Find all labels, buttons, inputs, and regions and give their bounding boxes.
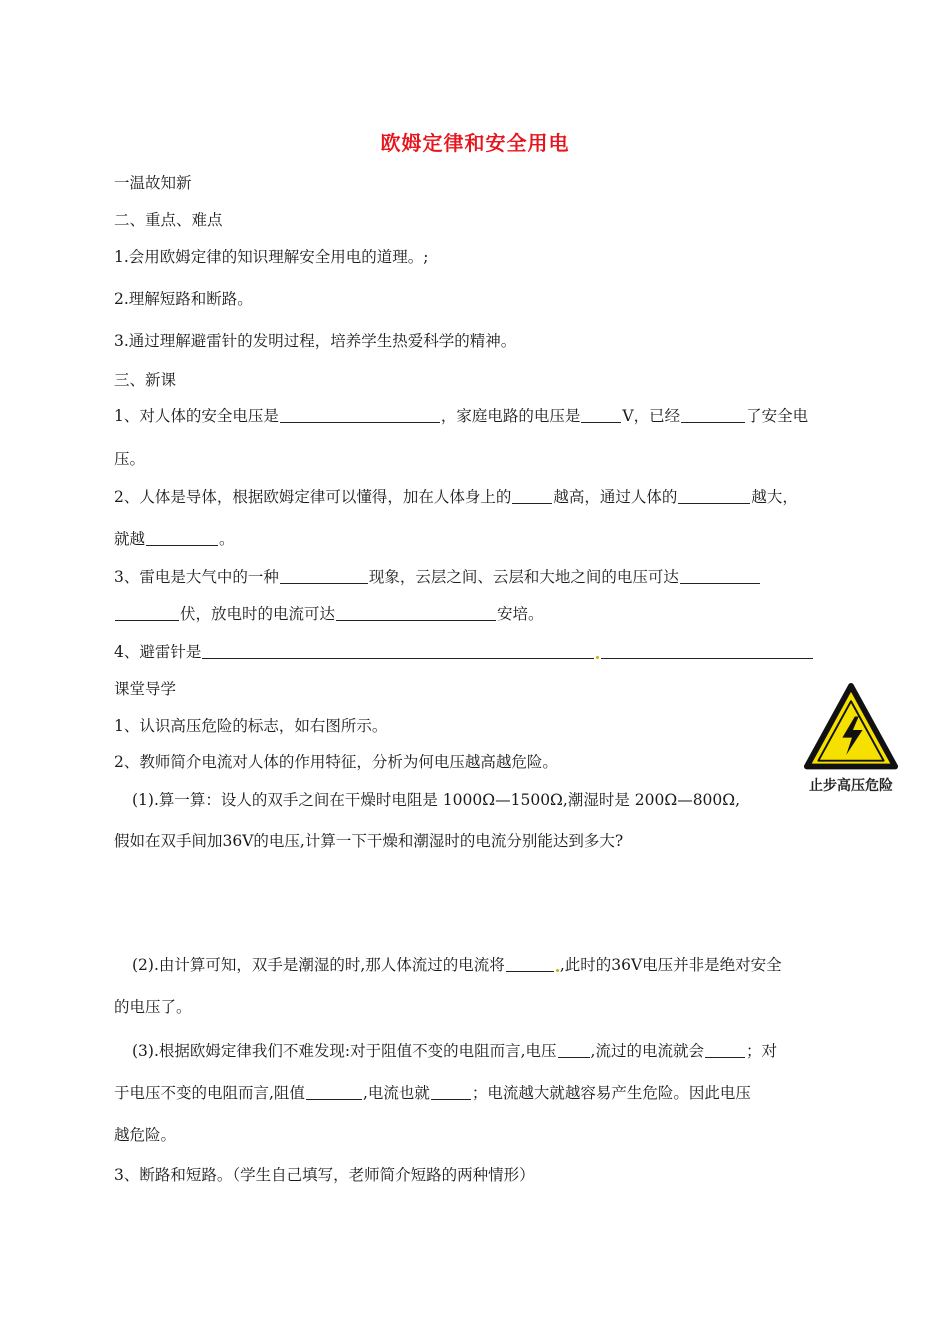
question-2-cont: 就越 。 xyxy=(114,530,235,548)
blank[interactable] xyxy=(306,1083,362,1100)
problem-2-cont: 的电压了。 xyxy=(114,998,192,1016)
section-new-lesson: 三、新课 xyxy=(114,371,177,389)
key-point-1: 1.会用欧姆定律的知识理解安全用电的道理。; xyxy=(114,248,429,266)
question-1: 1、对人体的安全电压是 ，家庭电路的电压是 V，已经 了安全电 xyxy=(114,407,809,425)
problem-2: (2).由计算可知，双手是潮湿的时,那人体流过的电流将 ,此时的36V电压并非是绝对安全 xyxy=(132,956,782,974)
dot-mark xyxy=(556,969,559,972)
blank[interactable] xyxy=(705,1041,745,1058)
blank[interactable] xyxy=(558,1041,590,1058)
blank[interactable] xyxy=(678,487,750,504)
question-3: 3、雷电是大气中的一种 现象，云层之间、云层和大地之间的电压可达 xyxy=(114,566,761,588)
question-4: 4、避雷针是 xyxy=(114,641,814,663)
section-key-points: 二、重点、难点 xyxy=(114,211,223,229)
page-title: 欧姆定律和安全用电 xyxy=(380,131,570,155)
problem-3-cont: 于电压不变的电阻而言,阻值 ,电流也就 ；电流越大就越容易产生危险。因此电压 xyxy=(114,1084,751,1102)
sign-caption: 止步高压危险 xyxy=(809,778,893,794)
blank[interactable] xyxy=(581,406,621,423)
guide-item-1: 1、认识高压危险的标志，如右图所示。 xyxy=(114,717,388,735)
section-review: 一温故知新 xyxy=(114,174,192,192)
problem-1: (1).算一算：设人的双手之间在干燥时电阻是 1000Ω—1500Ω,潮湿时是 200Ω—800Ω, xyxy=(132,791,741,809)
guide-item-3: 3、断路和短路。（学生自己填写，老师简介短路的两种情形） xyxy=(114,1166,535,1184)
key-point-3: 3.通过理解避雷针的发明过程，培养学生热爱科学的精神。 xyxy=(114,332,517,350)
blank[interactable] xyxy=(512,487,552,504)
blank[interactable] xyxy=(601,642,813,659)
blank[interactable] xyxy=(280,406,440,423)
high-voltage-warning-icon xyxy=(803,682,899,774)
problem-3: (3).根据欧姆定律我们不难发现:对于阻值不变的电阻而言,电压 ,流过的电流就会 ；对 xyxy=(132,1042,777,1060)
key-point-2: 2.理解短路和断路。 xyxy=(114,290,253,308)
dot-mark xyxy=(596,656,599,659)
section-guide: 课堂导学 xyxy=(114,680,177,698)
question-3-cont: 伏，放电时的电流可达 安培。 xyxy=(114,603,544,625)
question-2: 2、人体是导体，根据欧姆定律可以懂得，加在人体身上的 越高，通过人体的 越大， xyxy=(114,488,798,506)
problem-1-cont: 假如在双手间加36V的电压,计算一下干燥和潮湿时的电流分别能达到多大? xyxy=(114,832,624,850)
blank[interactable] xyxy=(506,955,554,972)
blank[interactable] xyxy=(280,567,368,584)
problem-3-end: 越危险。 xyxy=(114,1126,177,1144)
blank[interactable] xyxy=(202,642,594,659)
blank[interactable] xyxy=(681,406,745,423)
blank[interactable] xyxy=(115,604,179,621)
guide-item-2: 2、教师简介电流对人体的作用特征，分析为何电压越高越危险。 xyxy=(114,753,558,771)
blank[interactable] xyxy=(146,529,218,546)
blank[interactable] xyxy=(336,604,496,621)
question-1-cont: 压。 xyxy=(114,450,146,468)
blank[interactable] xyxy=(431,1083,471,1100)
blank[interactable] xyxy=(680,567,760,584)
